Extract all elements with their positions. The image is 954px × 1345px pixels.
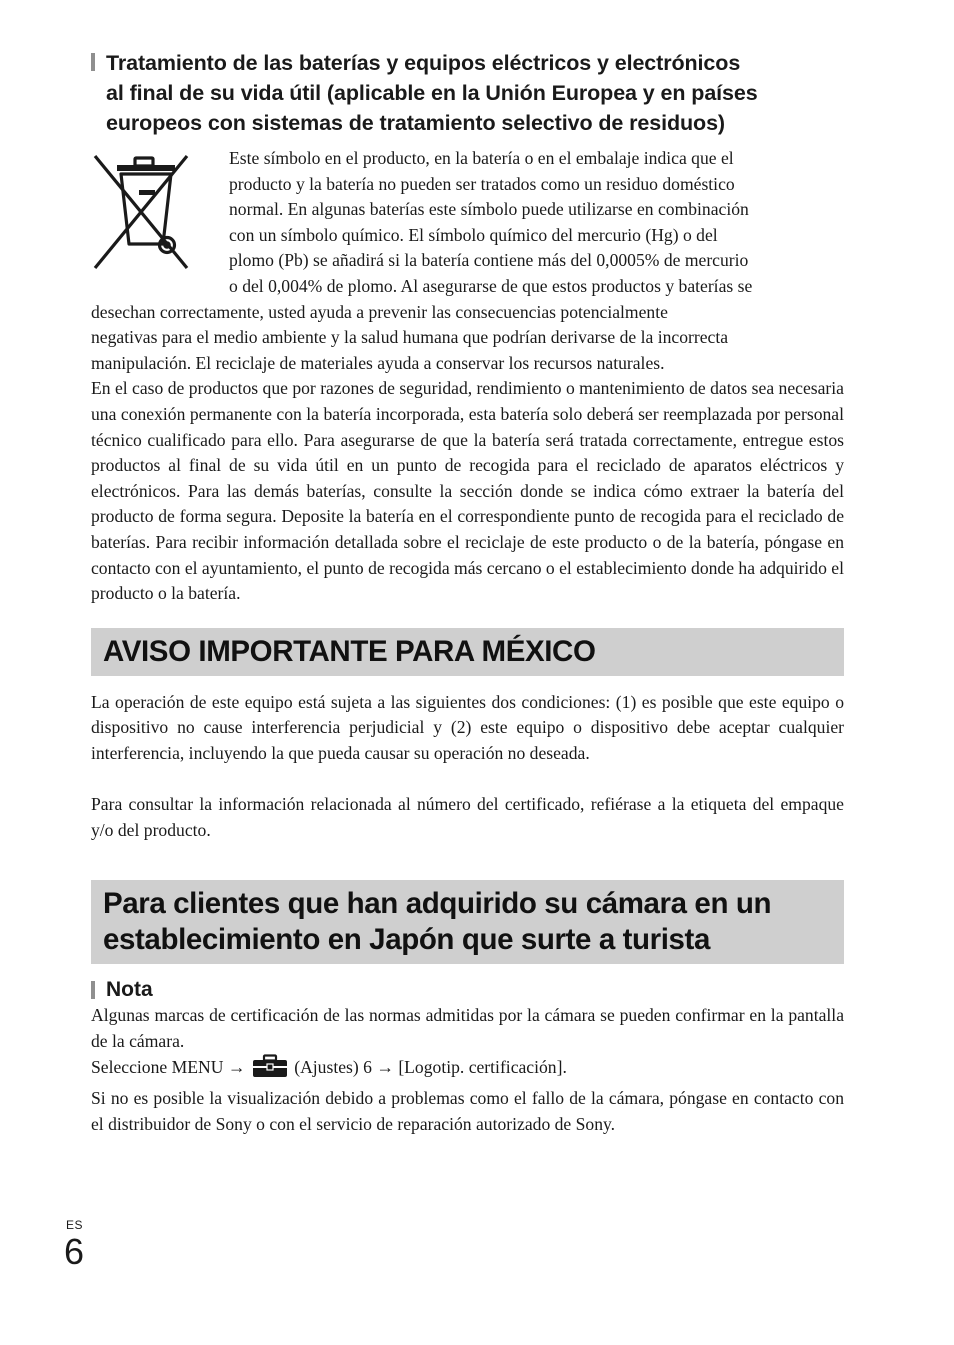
heading-line: Tratamiento de las baterías y equipos eléctricos y electrónicos (106, 51, 741, 75)
banner-title-line: Para clientes que han adquirido su cámara en un (103, 887, 772, 921)
menu-middle: (Ajustes) 6 (294, 1057, 372, 1078)
page-number: 6 (64, 1231, 85, 1272)
text-line: plomo (Pb) se añadirá si la batería contiene más del 0,0005% de mercurio (229, 250, 749, 271)
note-heading (91, 977, 844, 1003)
note-paragraph: Si no es posible la visualización debido a problemas como el fallo de la cámara, póngase en contacto con el distribuidor de Sony o con el servicio de reparación autorizado de Sony. (91, 1088, 844, 1134)
arrow-right-icon: → (227, 1057, 246, 1078)
text-line: manipulación. El reciclaje de materiales ayuda a conservar los recursos naturales. (91, 352, 665, 373)
heading-marker (91, 981, 95, 999)
mexico-notice-banner (91, 628, 844, 676)
toolbox-settings-icon (252, 1054, 288, 1086)
built-in-battery-paragraph: En el caso de productos que por razones de seguridad, rendimiento o mantenimiento de datos sea necesaria una conexión permanente con la batería incorporada, esta batería solo deberá ser reemplazada por personal técnico cualificado para ello. Para asegurarse de que la batería será tratada correctamente, entregue estos productos al final de su vida útil en un punto de recogida para el reciclado de aparatos eléctricos y electrónicos. Para las demás baterías, consulte la sección donde se indica cómo extraer la batería del producto de forma segura. Deposite la batería en el correspondiente punto de recogida para el reciclado de baterías. Para recibir información detallada sobre el reciclaje de este producto o de la batería, póngase en contacto con el ayuntamiento, el punto de recogida más cercano o el establecimiento donde ha adquirido el producto o la batería. (91, 378, 844, 604)
operation-conditions-paragraph: La operación de este equipo está sujeta a las siguientes dos condiciones: (1) es posible que este equipo o dispositivo no cause interferencia perjudicial y (2) este equipo o dispositivo debe aceptar cualquier interferencia, incluyendo la que pueda causar su operación no deseada. (91, 691, 844, 763)
page-content (91, 48, 844, 1137)
language-code: ES (66, 1218, 84, 1232)
text-line: producto y la batería no pueden ser tratados como un residuo doméstico (229, 173, 735, 194)
heading-line: europeos con sistemas de tratamiento selectivo de residuos) (106, 111, 725, 135)
note-heading-text: Nota (106, 978, 153, 1002)
menu-suffix: [Logotip. certificación]. (398, 1057, 567, 1078)
menu-prefix: Seleccione MENU (91, 1057, 224, 1078)
japan-customers-banner (91, 880, 844, 964)
menu-instruction (91, 1054, 844, 1086)
certificate-info-paragraph: Para consultar la información relacionada al número del certificado, refiérase a la etiqueta del empaque y/o del producto. (91, 794, 844, 840)
text-line: o del 0,004% de plomo. Al asegurarse de que estos productos y baterías se (229, 275, 753, 296)
text-line: negativas para el medio ambiente y la salud humana que podrían derivarse de la incorrecta (91, 327, 729, 348)
mexico-notice-body (91, 690, 844, 844)
section-heading-battery-disposal (91, 48, 844, 138)
text-line: normal. En algunas baterías este símbolo puede utilizarse en combinación (229, 199, 749, 220)
heading-marker (91, 53, 95, 71)
text-line: desechan correctamente, usted ayuda a prevenir las consecuencias potencialmente (91, 301, 668, 322)
banner-title-line: establecimiento en Japón que surte a turista (103, 923, 710, 957)
text-line: con un símbolo químico. El símbolo químico del mercurio (Hg) o del (229, 224, 718, 245)
arrow-right-icon: → (376, 1057, 394, 1078)
heading-line: al final de su vida útil (aplicable en la Unión Europea y en países (106, 81, 758, 105)
note-body (91, 1003, 844, 1137)
text-line: Este símbolo en el producto, en la batería o en el embalaje indica que el (229, 148, 734, 168)
note-paragraph: Algunas marcas de certificación de las normas admitidas por la cámara se pueden confirmar en la pantalla de la cámara. (91, 1005, 844, 1051)
disposal-paragraph (91, 146, 844, 607)
crossed-out-wheeled-bin-icon (91, 152, 217, 282)
banner-title: AVISO IMPORTANTE PARA MÉXICO (103, 634, 596, 668)
